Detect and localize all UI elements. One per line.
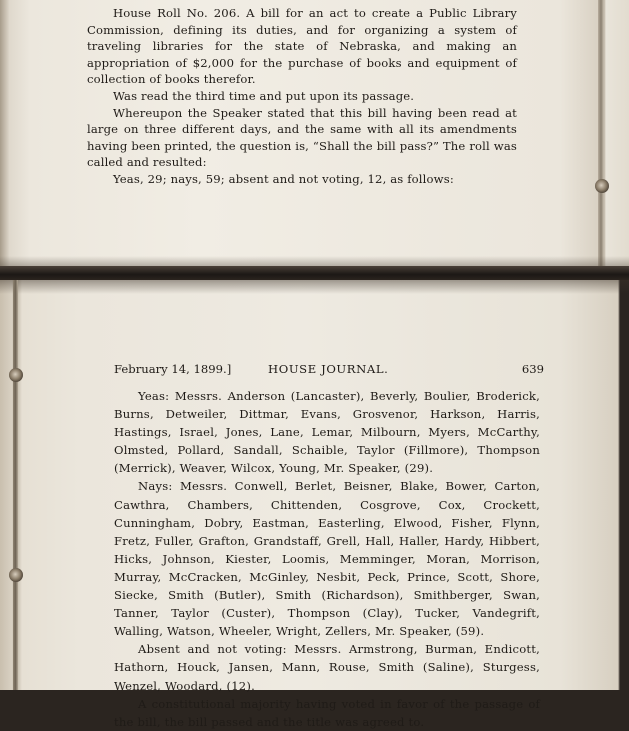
result-statement: A constitutional majority having voted in favor of the passage of the bill, the bill passed and the title was agreed to. xyxy=(114,696,540,729)
page-number: 639 xyxy=(521,362,544,376)
page-shadow xyxy=(0,280,629,294)
page-shadow xyxy=(0,256,629,266)
third-reading-note: Was read the third time and put upon its passage. xyxy=(113,88,415,103)
binding-stitch-icon xyxy=(595,179,609,193)
binding-stitch-icon xyxy=(9,368,23,382)
bill-description: House Roll No. 206. A bill for an act to create a Public Library Commission, defining its duties, and for organizing a system of traveling libraries for the state of Nebraska, and making an appropriation of $2,000 for the purchase of books and equipment of collection of books therefor. xyxy=(87,6,517,87)
nays-list: Nays: Messrs. Conwell, Berlet, Beisner, Blake, Bower, Carton, Cawthra, Chambers, Chittenden, Cosgrove, Cox, Crockett, Cunningham, Dobry, Eastman, Easterling, Elwood, Fisher, Flynn, Fretz, Fuller, Grafton, Grandstaff, Grell, Hall, Haller, Hardy, Hibbert, Hicks, Johnson, Kiester, Loomis, Memminger, Moran, Morrison, Murray, McCracken, McGinley, Nesbit, Peck, Prince, Scott, Shore, Siecke, Smith (Butler), Smith (Richardson), Smithberger, Swan, Tanner, Taylor (Custer), Thompson (Clay), Tucker, Vandegrift, Walling, Watson, Wheeler, Wright, Zellers, Mr. Speaker, (59). xyxy=(114,479,540,639)
binding-spine xyxy=(13,280,18,690)
page-date: February 14, 1899.] xyxy=(114,362,232,376)
page-edge xyxy=(0,0,10,266)
page-gap xyxy=(0,266,629,280)
top-page-text xyxy=(87,5,517,188)
running-head xyxy=(114,362,544,380)
speaker-statement: Whereupon the Speaker stated that this bill having been read at large on three different days, and the same with all its amendments having been printed, the question is, “Shall the bill pass?” The roll was called and resulted: xyxy=(87,105,517,170)
vote-tally: Yeas, 29; nays, 59; absent and not voting, 12, as follows: xyxy=(113,171,454,186)
bottom-page-text xyxy=(114,387,540,731)
top-page-scan xyxy=(0,0,629,266)
bottom-page-scan xyxy=(0,280,629,729)
binding-stitch-icon xyxy=(9,568,23,582)
binding-spine xyxy=(598,0,604,266)
journal-title: HOUSE JOURNAL. xyxy=(268,362,389,376)
absent-list: Absent and not voting: Messrs. Armstrong, Burman, Endicott, Hathorn, Houck, Jansen, Mann, Rouse, Smith (Saline), Sturgess, Wenzel, Woodard, (12). xyxy=(114,642,540,693)
yeas-list: Yeas: Messrs. Anderson (Lancaster), Beverly, Boulier, Broderick, Burns, Detweiler, Dittmar, Evans, Grosvenor, Harkson, Harris, Hastings, Israel, Jones, Lane, Lemar, Milbourn, Myers, McCarthy, Olmsted, Pollard, Sandall, Schaible, Taylor (Fillmore), Thompson (Merrick), Weaver, Wilcox, Young, Mr. Speaker, (29). xyxy=(114,389,540,476)
